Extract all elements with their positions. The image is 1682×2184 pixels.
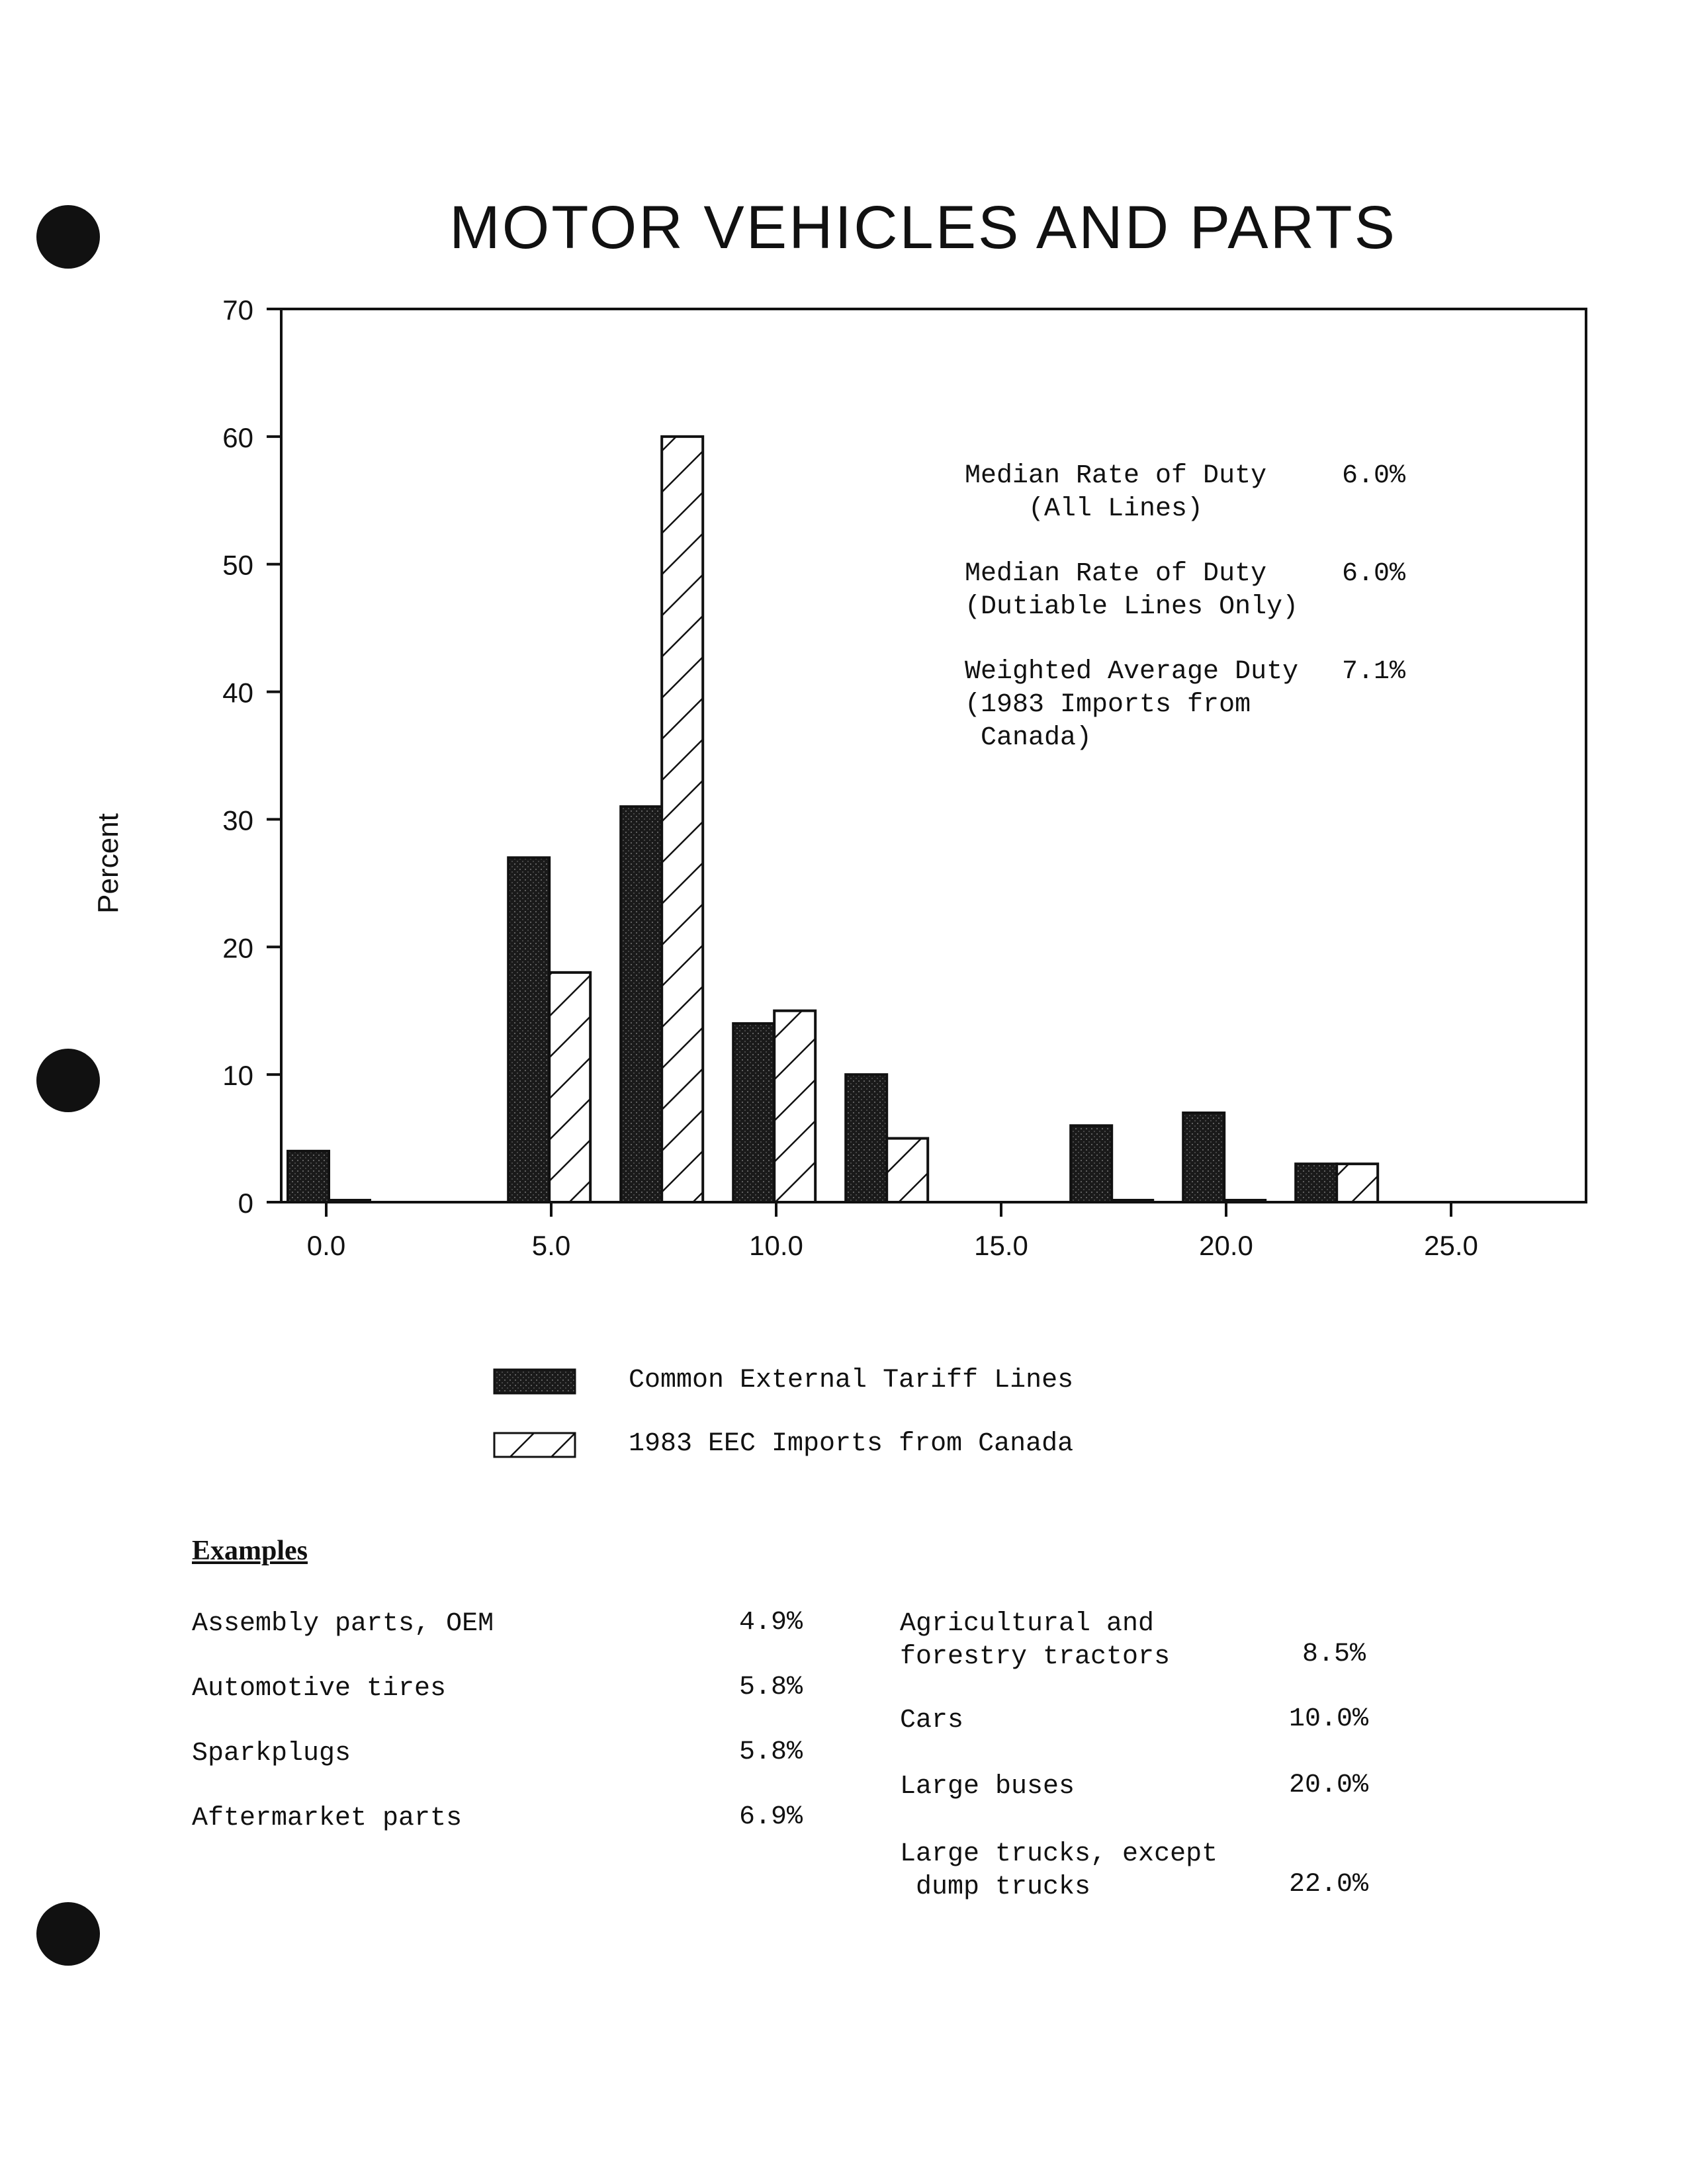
note-value: 6.0%: [1342, 461, 1406, 491]
examples-title: Examples: [192, 1536, 308, 1566]
y-tick-label: 70: [222, 294, 253, 326]
bar-tariff-lines: [1296, 1164, 1337, 1202]
example-name: Assembly parts, OEM: [192, 1609, 494, 1639]
legend-label: Common External Tariff Lines: [629, 1366, 1074, 1395]
note-median-dutiable: [965, 558, 1441, 624]
bar-tariff-lines: [1183, 1113, 1224, 1202]
bar-tariff-lines: [733, 1024, 774, 1202]
example-rate: 5.8%: [739, 1737, 803, 1767]
y-tick-label: 0: [238, 1188, 253, 1219]
example-rate: 10.0%: [1289, 1704, 1369, 1734]
bar-eec-imports: [549, 973, 590, 1202]
note-sub: (1983 Imports from Canada): [965, 690, 1251, 753]
example-rate: 6.9%: [739, 1802, 803, 1832]
chart-title: MOTOR VEHICLES AND PARTS: [449, 194, 1397, 261]
example-name: Cars: [900, 1706, 964, 1735]
y-axis: [222, 294, 283, 1219]
bar-eec-imports: [1337, 1164, 1378, 1202]
example-name: Automotive tires: [192, 1674, 447, 1704]
bar-eec-imports: [774, 1011, 815, 1202]
x-axis: [307, 1202, 1478, 1261]
x-tick-label: 25.0: [1424, 1230, 1478, 1261]
bar-eec-imports: [329, 1200, 370, 1202]
example-rate: 8.5%: [1302, 1639, 1366, 1669]
legend-label: 1983 EEC Imports from Canada: [629, 1429, 1074, 1459]
bar-eec-imports: [662, 437, 703, 1202]
y-axis-label: Percent: [92, 813, 124, 914]
note-value: 7.1%: [1342, 657, 1406, 687]
note-value: 6.0%: [1342, 559, 1406, 589]
bar-tariff-lines: [288, 1151, 329, 1202]
bar-eec-imports: [1224, 1200, 1265, 1202]
hatch-swatch-icon: [493, 1432, 576, 1458]
note-label: Weighted Average Duty: [965, 657, 1299, 687]
bar-tariff-lines: [846, 1074, 887, 1202]
note-label: Median Rate of Duty: [965, 559, 1267, 589]
example-name: Large buses: [900, 1772, 1075, 1802]
bar-eec-imports: [1112, 1200, 1153, 1202]
note-median-all: [965, 460, 1441, 526]
note-sub: (All Lines): [965, 494, 1204, 524]
bar-tariff-lines: [1071, 1125, 1112, 1202]
example-rate: 20.0%: [1289, 1770, 1369, 1800]
bar-tariff-lines: [621, 807, 662, 1202]
note-weighted-average: [965, 656, 1441, 755]
example-name: Aftermarket parts: [192, 1804, 463, 1833]
y-tick-label: 20: [222, 932, 253, 964]
summary-notes: [965, 460, 1441, 787]
x-tick-label: 0.0: [306, 1230, 346, 1261]
example-rate: 5.8%: [739, 1673, 803, 1702]
example-rate: 4.9%: [739, 1608, 803, 1638]
x-tick-label: 10.0: [749, 1230, 803, 1261]
bar-eec-imports: [887, 1139, 928, 1202]
example-rate: 22.0%: [1289, 1870, 1369, 1900]
example-name: Large trucks, except dump trucks: [900, 1839, 1218, 1902]
note-sub: (Dutiable Lines Only): [965, 592, 1299, 622]
y-tick-label: 10: [222, 1060, 253, 1092]
examples-section: [192, 1535, 1369, 1902]
example-name: Sparkplugs: [192, 1739, 351, 1769]
x-tick-label: 5.0: [531, 1230, 571, 1261]
binder-hole-bottom: [36, 1902, 100, 1966]
x-tick-label: 15.0: [974, 1230, 1028, 1261]
note-label: Median Rate of Duty: [965, 461, 1267, 491]
stipple-swatch-icon: [493, 1368, 576, 1395]
y-tick-label: 40: [222, 677, 253, 709]
x-tick-label: 20.0: [1199, 1230, 1253, 1261]
y-tick-label: 60: [222, 421, 253, 453]
example-name: Agricultural and forestry tractors: [900, 1609, 1171, 1672]
bar-tariff-lines: [508, 857, 549, 1202]
y-tick-label: 50: [222, 549, 253, 581]
y-tick-label: 30: [222, 805, 253, 836]
